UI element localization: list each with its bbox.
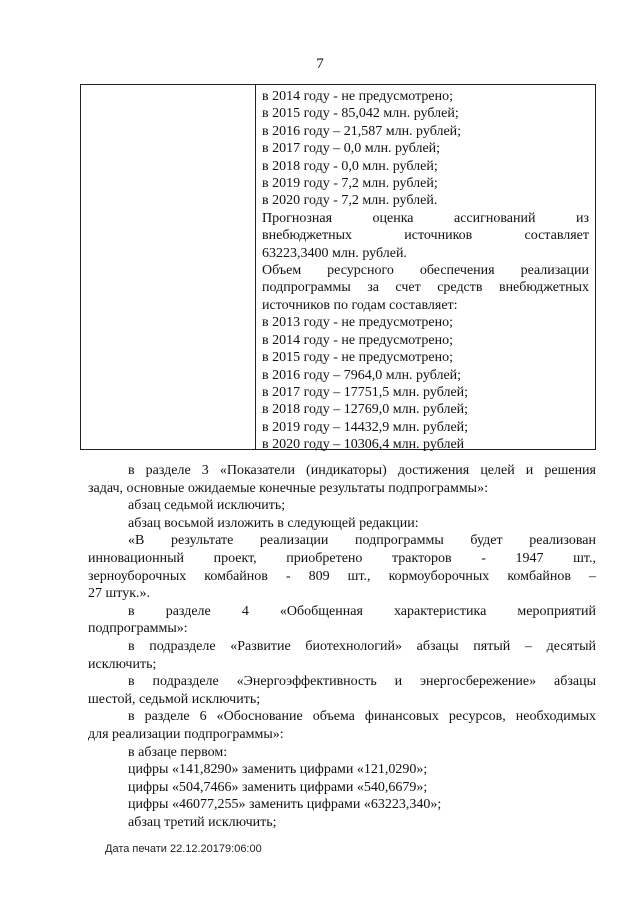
print-date-footer: Дата печати 22.12.20179:06:00: [105, 843, 262, 855]
table-line: в 2014 году - не предусмотрено;: [262, 332, 454, 348]
table-line: в 2019 году – 14432,9 млн. рублей;: [262, 419, 469, 435]
table-left-cell: [81, 85, 256, 449]
paragraph: абзац третий исключить;: [128, 814, 277, 830]
paragraph-line: в подразделе «Развитие биотехнологий» абзацы пятый – десятый: [128, 638, 596, 654]
table-line: Прогнозная оценка ассигнований из: [262, 210, 589, 226]
page-number: 7: [316, 56, 324, 72]
table-line: в 2017 году – 17751,5 млн. рублей;: [262, 384, 469, 400]
paragraph: в абзаце первом:: [128, 744, 228, 760]
paragraph-line: в разделе 3 «Показатели (индикаторы) достижения целей и решения: [128, 463, 596, 478]
paragraph-line: инновационный проект, приобретено тракторов - 1947 шт.,: [88, 550, 596, 566]
table-line: в 2015 году - не предусмотрено;: [262, 350, 454, 366]
table-line: в 2018 году - 0,0 млн. рублей;: [262, 158, 438, 174]
paragraph: абзац восьмой изложить в следующей редакции:: [128, 515, 419, 531]
paragraph-line: в разделе 6 «Обоснование объема финансовых ресурсов, необходимых: [128, 709, 596, 725]
table-line: Объем ресурсного обеспечения реализации: [262, 263, 589, 279]
paragraph-line: «В результате реализации подпрограммы будет реализован: [128, 533, 596, 549]
table-line: в 2016 году – 21,587 млн. рублей;: [262, 123, 462, 139]
paragraph-line: зерноуборочных комбайнов - 809 шт., кормоуборочных комбайнов –: [88, 568, 596, 584]
document-body: [88, 462, 596, 831]
paragraph-line: для реализации подпрограммы»:: [88, 726, 284, 742]
paragraph-line: в подразделе «Энергоэффективность и энергосбережение» абзацы: [128, 674, 596, 690]
paragraph-line: подпрограммы»:: [88, 621, 188, 637]
table-line: в 2017 году – 0,0 млн. рублей;: [262, 141, 441, 157]
paragraph: цифры «46077,255» заменить цифрами «63223,340»;: [128, 797, 442, 813]
paragraph-line: в разделе 4 «Обобщенная характеристика мероприятий: [128, 603, 596, 619]
table-right-cell: [256, 85, 595, 453]
paragraph: цифры «141,8290» заменить цифрами «121,0290»;: [128, 762, 428, 778]
paragraph: цифры «504,7466» заменить цифрами «540,6679»;: [128, 779, 428, 795]
paragraph-line: 27 штук.».: [88, 586, 151, 602]
table-line: в 2013 году - не предусмотрено;: [262, 315, 454, 331]
table-line: в 2019 году - 7,2 млн. рублей;: [262, 176, 438, 192]
table-line: в 2014 году - не предусмотрено;: [262, 89, 454, 104]
table-line: в 2016 году – 7964,0 млн. рублей;: [262, 367, 462, 383]
paragraph: абзац седьмой исключить;: [128, 498, 286, 514]
paragraph-line: исключить;: [88, 656, 157, 672]
paragraph-line: задач, основные ожидаемые конечные результаты подпрограммы»:: [88, 480, 488, 496]
table-line: в 2015 году - 85,042 млн. рублей;: [262, 106, 459, 122]
table-line: подпрограммы за счет средств внебюджетных: [262, 280, 589, 296]
table-line: источников по годам составляет:: [262, 297, 458, 313]
table-line: внебюджетных источников составляет: [262, 228, 589, 244]
resources-table: [80, 84, 596, 453]
table-line: в 2018 году – 12769,0 млн. рублей;: [262, 402, 469, 418]
table-line: в 2020 году – 10306,4 млн. рублей: [262, 437, 465, 453]
paragraph-line: шестой, седьмой исключить;: [88, 691, 261, 707]
table-line: 63223,3400 млн. рублей.: [262, 245, 407, 261]
table-line: в 2020 году - 7,2 млн. рублей.: [262, 193, 438, 209]
